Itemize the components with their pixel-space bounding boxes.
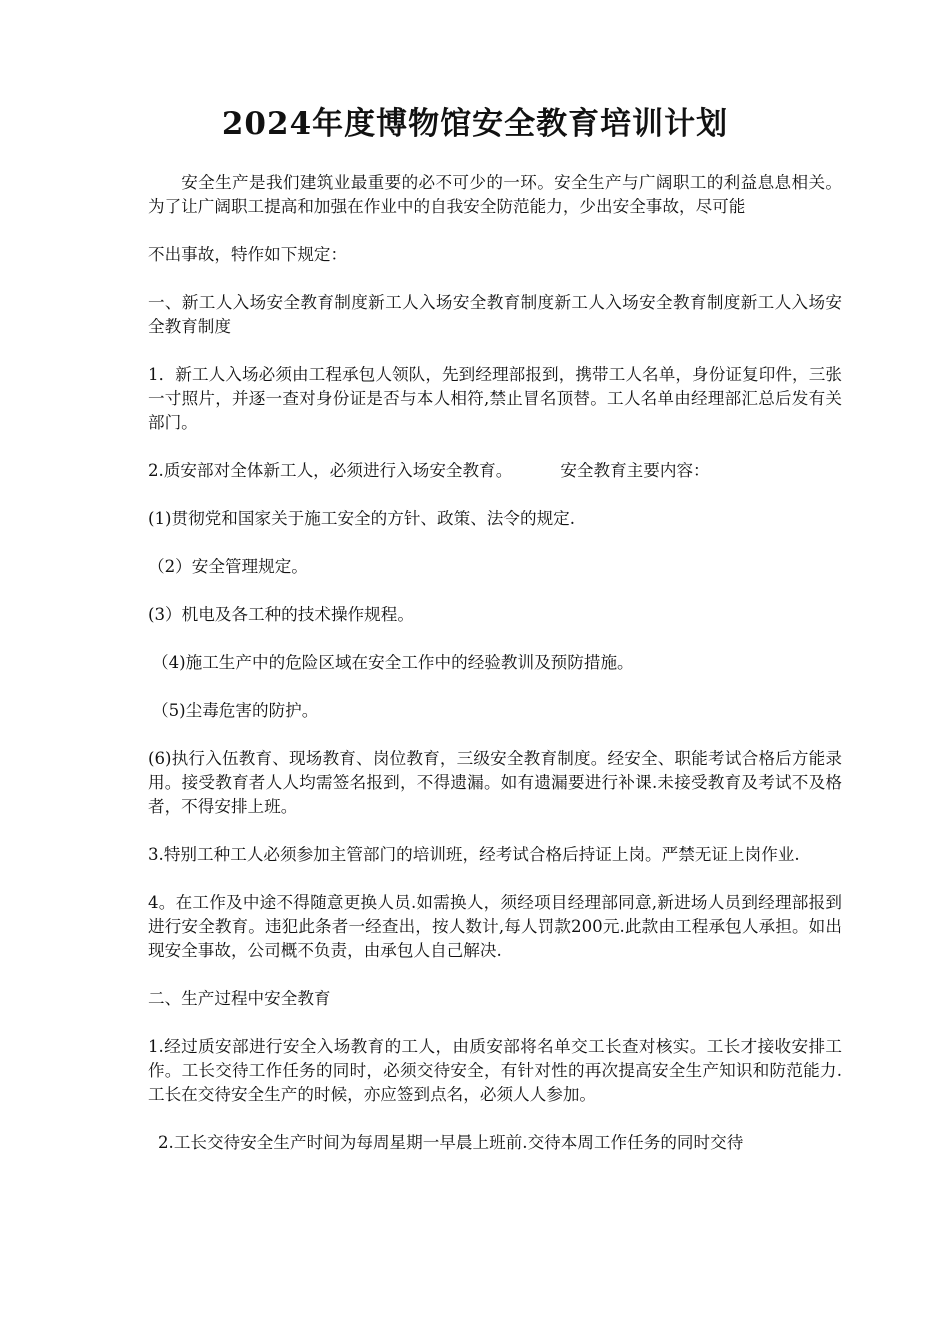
item-4: 4。在工作及中途不得随意更换人员.如需换人，须经项目经理部同意,新进场人员到经理部报到进行安全教育。违犯此条者一经查出，按人数计,每人罚款200元.此款由工程承包人承担。如出现安全事故，公司概不负责，由承包人自己解决. [148, 893, 842, 960]
sub-item-5: （5)尘毒危害的防护。 [152, 701, 319, 720]
section-2-item-1: 1.经过质安部进行安全入场教育的工人，由质安部将名单交工长查对核实。工长才接收安排工作。工长交待工作任务的同时，必须交待安全，有针对性的再次提高安全生产知识和防范能力.工长在交待安全生产的时候，亦应签到点名，必须人人参加。 [148, 1037, 842, 1104]
item-2-content-label: 安全教育主要内容： [560, 461, 710, 480]
section-2-heading: 二、生产过程中安全教育 [148, 989, 331, 1008]
sub-item-4: （4)施工生产中的危险区域在安全工作中的经验教训及预防措施。 [152, 653, 634, 672]
sub-item-2: （2）安全管理规定。 [148, 557, 308, 576]
sub-item-3: (3）机电及各工种的技术操作规程。 [148, 605, 414, 624]
intro-paragraph: 安全生产是我们建筑业最重要的必不可少的一环。安全生产与广阔职工的利益息息相关。为了让广阔职工提高和加强在作业中的自我安全防范能力，少出安全事故，尽可能 [148, 173, 842, 216]
intro-continuation: 不出事故，特作如下规定： [148, 245, 348, 264]
item-3: 3.特别工种工人必须参加主管部门的培训班，经考试合格后持证上岗。严禁无证上岗作业. [148, 845, 800, 864]
item-1: 1．新工人入场必须由工程承包人领队，先到经理部报到，携带工人名单，身份证复印件，三张一寸照片，并逐一查对身份证是否与本人相符,禁止冒名顶替。工人名单由经理部汇总后发有关部门。 [148, 365, 842, 432]
sub-item-6: (6)执行入伍教育、现场教育、岗位教育，三级安全教育制度。经安全、职能考试合格后方能录用。接受教育者人人均需签名报到，不得遗漏。如有遗漏要进行补课.未接受教育及考试不及格者，不得安排上班。 [148, 749, 842, 816]
document-body [148, 171, 842, 1179]
document-title: 2024年度博物馆安全教育培训计划 [221, 106, 729, 142]
item-2 [148, 459, 842, 483]
sub-item-1: (1)贯彻党和国家关于施工安全的方针、政策、法令的规定. [148, 509, 576, 528]
section-2-item-2: 2.工长交待安全生产时间为每周星期一早晨上班前.交待本周工作任务的同时交待 [158, 1133, 744, 1152]
item-2-text: 2.质安部对全体新工人，必须进行入场安全教育。 [148, 461, 513, 480]
section-1-heading: 一、新工人入场安全教育制度新工人入场安全教育制度新工人入场安全教育制度新工人入场安全教育制度 [148, 293, 842, 336]
